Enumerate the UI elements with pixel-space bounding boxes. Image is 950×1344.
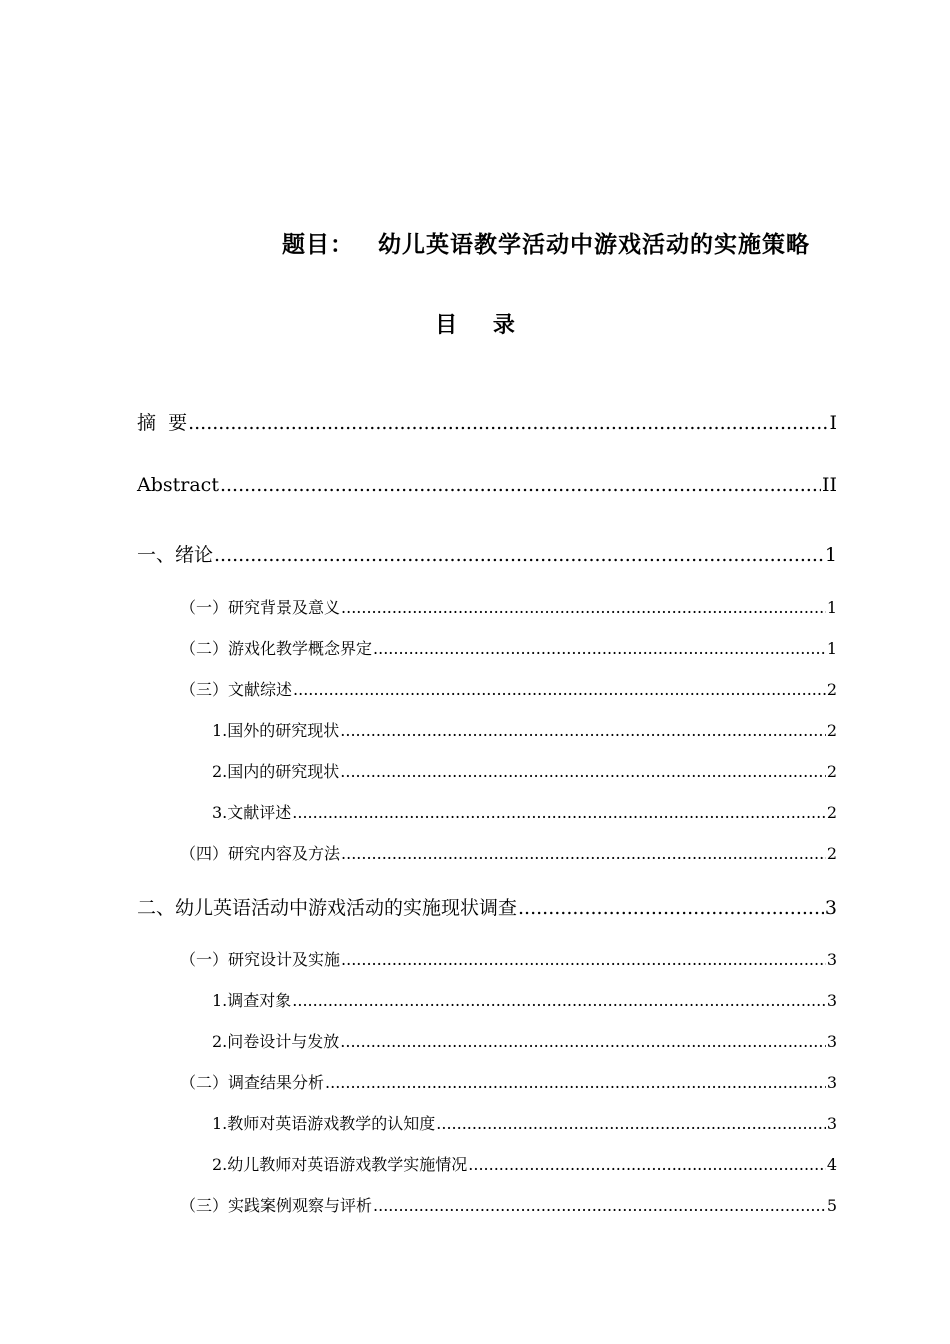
toc-entry[interactable] <box>212 988 837 1011</box>
toc-entry[interactable] <box>212 759 837 782</box>
toc-entry-page: II <box>821 474 837 496</box>
toc-leader <box>436 1114 826 1133</box>
toc-entry-label: 一、绪论 <box>137 544 214 566</box>
toc-entry-label: （一）研究设计及实施 <box>180 950 341 969</box>
toc-leader <box>293 680 826 699</box>
toc-entry-label: 摘 要 <box>137 412 188 434</box>
toc-entry-label: （四）研究内容及方法 <box>180 844 341 863</box>
toc-entry-label: 3.文献评述 <box>212 803 292 822</box>
document-title <box>282 226 810 259</box>
toc-entry-label: Abstract <box>137 474 219 496</box>
toc-entry[interactable] <box>212 1152 837 1175</box>
toc-leader <box>518 897 824 919</box>
toc-entry-page: 4 <box>826 1155 837 1174</box>
toc-entry-page: 1 <box>826 598 837 617</box>
toc-entry-page: 3 <box>826 1114 837 1133</box>
toc-entry-label: （三）文献综述 <box>180 680 293 699</box>
toc-leader <box>341 844 826 863</box>
toc-entry-label: （一）研究背景及意义 <box>180 598 341 617</box>
toc-entry-page: 3 <box>824 897 837 919</box>
toc-entry-page: 1 <box>824 544 837 566</box>
toc-entry[interactable] <box>180 841 837 864</box>
toc-heading: 目 录 <box>435 313 529 338</box>
toc-entry-label: （二）调查结果分析 <box>180 1073 325 1092</box>
toc-entry[interactable] <box>137 408 837 435</box>
toc-entry-page: I <box>829 412 837 434</box>
toc-leader <box>341 950 826 969</box>
toc-entry-page: 3 <box>826 991 837 1010</box>
toc-entry-label: 1.国外的研究现状 <box>212 721 340 740</box>
toc-leader <box>468 1155 826 1174</box>
toc-leader <box>292 803 826 822</box>
toc-entry-label: 二、幼儿英语活动中游戏活动的实施现状调查 <box>137 897 518 919</box>
toc-leader <box>373 1196 826 1215</box>
toc-leader <box>220 474 821 496</box>
toc-entry[interactable] <box>137 893 837 920</box>
toc-entry[interactable] <box>212 800 837 823</box>
toc-entry-page: 1 <box>826 639 837 658</box>
toc-entry-page: 3 <box>826 1073 837 1092</box>
toc-entry[interactable] <box>180 636 837 659</box>
toc-entry-label: （三）实践案例观察与评析 <box>180 1196 373 1215</box>
toc-entry-page: 5 <box>826 1196 837 1215</box>
toc-entry[interactable] <box>180 677 837 700</box>
toc-leader <box>325 1073 826 1092</box>
toc-entry[interactable] <box>212 1111 837 1134</box>
toc-entry[interactable] <box>180 595 837 618</box>
toc-entry-page: 2 <box>826 844 837 863</box>
toc-entry-label: 1.教师对英语游戏教学的认知度 <box>212 1114 436 1133</box>
toc-entry-page: 2 <box>826 762 837 781</box>
toc-leader <box>340 721 826 740</box>
toc-entry-label: 2.幼儿教师对英语游戏教学实施情况 <box>212 1155 468 1174</box>
toc-entry-page: 2 <box>826 721 837 740</box>
toc-leader <box>188 412 828 434</box>
toc-entry-label: 2.国内的研究现状 <box>212 762 340 781</box>
toc-entry-label: （二）游戏化教学概念界定 <box>180 639 373 658</box>
toc-entry-page: 3 <box>826 1032 837 1051</box>
toc-entry[interactable] <box>180 1193 837 1216</box>
toc-entry[interactable] <box>212 718 837 741</box>
toc-entry-label: 2.问卷设计与发放 <box>212 1032 340 1051</box>
toc-entry[interactable] <box>212 1029 837 1052</box>
toc-leader <box>373 639 826 658</box>
toc-leader <box>340 762 826 781</box>
toc-entry[interactable] <box>180 1070 837 1093</box>
toc-leader <box>341 598 826 617</box>
toc-leader <box>292 991 826 1010</box>
toc-entry-page: 2 <box>826 803 837 822</box>
toc-entry[interactable] <box>137 474 837 496</box>
toc-entry-label: 1.调查对象 <box>212 991 292 1010</box>
toc-leader <box>340 1032 826 1051</box>
title-prefix: 题目： <box>282 232 354 258</box>
toc-leader <box>214 544 824 566</box>
toc-entry-page: 2 <box>826 680 837 699</box>
title-text: 幼儿英语教学活动中游戏活动的实施策略 <box>378 232 810 258</box>
toc-entry[interactable] <box>180 947 837 970</box>
toc-entry[interactable] <box>137 540 837 567</box>
toc-entry-page: 3 <box>826 950 837 969</box>
